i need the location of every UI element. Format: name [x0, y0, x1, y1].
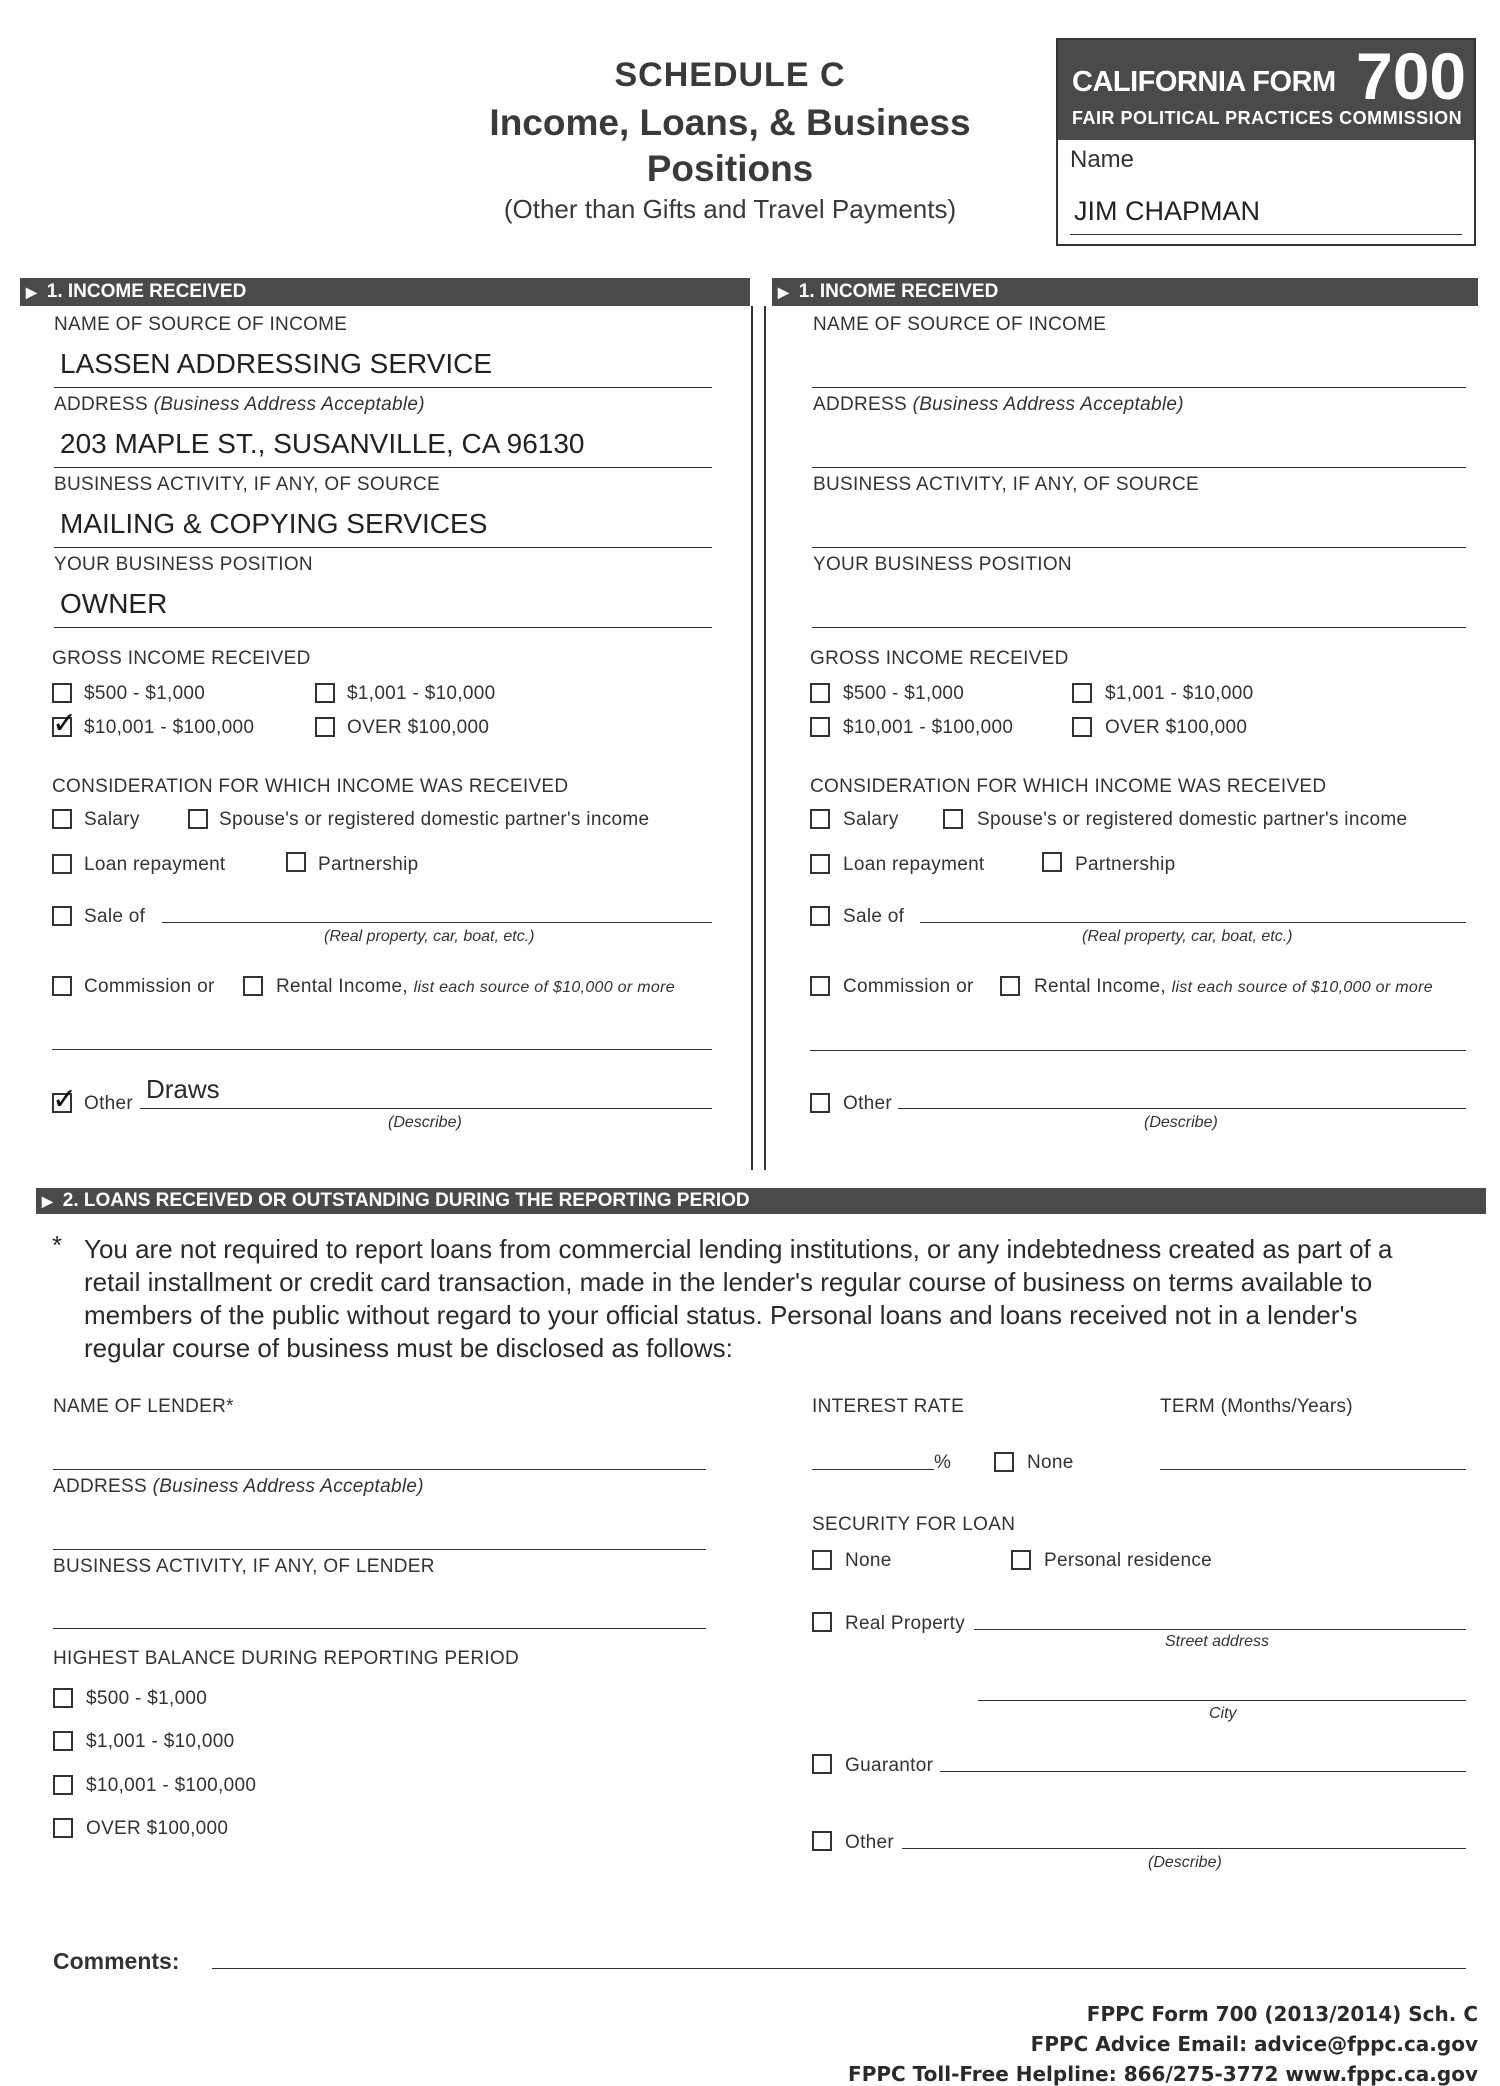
loan-repayment-label-left: Loan repayment [84, 854, 226, 875]
consideration-label-left: CONSIDERATION FOR WHICH INCOME WAS RECEIVED [52, 776, 569, 797]
source-value-left[interactable]: LASSEN ADDRESSING SERVICE [60, 348, 493, 379]
position-line-right[interactable] [812, 627, 1466, 628]
form-box-header [1058, 40, 1474, 140]
activity-value-left[interactable]: MAILING & COPYING SERVICES [60, 508, 488, 539]
gross-1001-checkbox-left[interactable] [315, 683, 335, 703]
sale-of-note-right: (Real property, car, boat, etc.) [1082, 928, 1293, 945]
loan-other-checkbox[interactable] [812, 1831, 832, 1851]
footer-advice-email: FPPC Advice Email: advice@fppc.ca.gov [1030, 2032, 1478, 2056]
security-label: SECURITY FOR LOAN [812, 1514, 1016, 1535]
partnership-label-right: Partnership [1075, 854, 1176, 875]
sale-of-label-left: Sale of [84, 906, 146, 927]
real-property-checkbox[interactable] [812, 1612, 832, 1632]
partnership-checkbox-left[interactable] [286, 852, 306, 872]
interest-none-checkbox[interactable] [994, 1452, 1014, 1472]
balance-500-checkbox[interactable] [53, 1688, 73, 1708]
gross-over-label-left: OVER $100,000 [347, 717, 490, 738]
security-none-label: None [845, 1550, 892, 1571]
salary-checkbox-left[interactable] [52, 809, 72, 829]
term-line[interactable] [1160, 1469, 1466, 1470]
gross-1001-label-left: $1,001 - $10,000 [347, 683, 496, 704]
loan-repayment-label-right: Loan repayment [843, 854, 985, 875]
loan-repayment-checkbox-right[interactable] [810, 854, 830, 874]
form-title-line1: Income, Loans, & Business [489, 102, 971, 143]
street-address-line[interactable] [974, 1629, 1466, 1630]
security-none-checkbox[interactable] [812, 1550, 832, 1570]
loan-repayment-checkbox-left[interactable] [52, 854, 72, 874]
commission-label-left: Commission or [84, 976, 215, 997]
gross-500-checkbox-right[interactable] [810, 683, 830, 703]
gross-500-checkbox-left[interactable] [52, 683, 72, 703]
form-title-line2: Positions [646, 148, 814, 189]
other-value-left[interactable]: Draws [146, 1074, 220, 1104]
loan-other-describe: (Describe) [1148, 1854, 1222, 1871]
guarantor-checkbox[interactable] [812, 1754, 832, 1774]
consideration-label-right: CONSIDERATION FOR WHICH INCOME WAS RECEIVED [810, 776, 1327, 797]
form-number: 700 [1356, 39, 1467, 113]
loan-notice-line4: regular course of business must be disclosed as follows: [84, 1333, 733, 1363]
check-mark-icon: ✓ [52, 1082, 78, 1117]
sale-of-label-right: Sale of [843, 906, 905, 927]
commission-label: FAIR POLITICAL PRACTICES COMMISSION [1072, 108, 1463, 128]
sale-of-line-left [162, 922, 712, 923]
activity-line-left [54, 547, 712, 548]
address-value-left[interactable]: 203 MAPLE ST., SUSANVILLE, CA 96130 [60, 428, 585, 459]
real-property-label: Real Property [845, 1613, 966, 1634]
gross-over-label-right: OVER $100,000 [1105, 717, 1248, 738]
column-divider [751, 306, 766, 1170]
gross-10001-label-right: $10,001 - $100,000 [843, 717, 1014, 738]
source-label-right: NAME OF SOURCE OF INCOME [813, 314, 1107, 335]
address-label-left: ADDRESS (Business Address Acceptable) [54, 394, 425, 415]
commission-checkbox-right[interactable] [810, 976, 830, 996]
footer-helpline: FPPC Toll-Free Helpline: 866/275-3772 www.fppc.ca.gov [848, 2062, 1478, 2086]
percent-sign: % [934, 1452, 952, 1473]
guarantor-line[interactable] [940, 1771, 1466, 1772]
sale-of-checkbox-right[interactable] [810, 906, 830, 926]
schedule-label: SCHEDULE C [614, 56, 846, 94]
gross-label-right: GROSS INCOME RECEIVED [810, 648, 1069, 669]
other-describe-left: (Describe) [388, 1114, 462, 1131]
lender-activity-line[interactable] [53, 1628, 706, 1629]
position-value-left[interactable]: OWNER [60, 588, 168, 619]
name-label: Name [1070, 146, 1135, 173]
partnership-checkbox-right[interactable] [1042, 852, 1062, 872]
gross-over-checkbox-left[interactable] [315, 717, 335, 737]
name-value[interactable]: JIM CHAPMAN [1074, 196, 1261, 226]
balance-1001-label: $1,001 - $10,000 [86, 1731, 235, 1752]
other-describe-right: (Describe) [1144, 1114, 1218, 1131]
highest-balance-label: HIGHEST BALANCE DURING REPORTING PERIOD [53, 1648, 520, 1669]
source-line-right[interactable] [812, 387, 1466, 388]
interest-none-label: None [1027, 1452, 1074, 1473]
other-line-right[interactable] [898, 1108, 1466, 1109]
activity-label-left: BUSINESS ACTIVITY, IF ANY, OF SOURCE [54, 474, 440, 495]
spouse-checkbox-left[interactable] [188, 809, 208, 829]
rental-checkbox-right[interactable] [1000, 976, 1020, 996]
gross-10001-checkbox-right[interactable] [810, 717, 830, 737]
position-label-left: YOUR BUSINESS POSITION [54, 554, 313, 575]
city-note: City [1209, 1705, 1237, 1722]
rental-label-right: Rental Income, list each source of $10,000 or more [1034, 976, 1433, 997]
other-line-left [140, 1108, 712, 1109]
lender-address-line[interactable] [53, 1549, 706, 1550]
term-label: TERM (Months/Years) [1160, 1396, 1353, 1417]
personal-residence-label: Personal residence [1044, 1550, 1213, 1571]
street-address-note: Street address [1165, 1633, 1270, 1650]
position-label-right: YOUR BUSINESS POSITION [813, 554, 1072, 575]
rental-label-left: Rental Income, list each source of $10,000 or more [276, 976, 675, 997]
other-checkbox-left[interactable] [52, 1082, 78, 1117]
balance-over-checkbox[interactable] [53, 1818, 73, 1838]
balance-over-label: OVER $100,000 [86, 1818, 229, 1839]
guarantor-label: Guarantor [845, 1755, 934, 1776]
balance-10001-label: $10,001 - $100,000 [86, 1775, 257, 1796]
california-form-box [1056, 38, 1476, 246]
comments-label: Comments: [53, 1948, 180, 1974]
gross-10001-checkbox-left[interactable] [52, 706, 78, 741]
partnership-label-left: Partnership [318, 854, 419, 875]
notice-asterisk: * [52, 1230, 63, 1260]
address-line-right[interactable] [812, 467, 1466, 468]
balance-500-label: $500 - $1,000 [86, 1688, 208, 1709]
sale-of-checkbox-left[interactable] [52, 906, 72, 926]
rental-line-left [52, 1049, 712, 1050]
activity-label-right: BUSINESS ACTIVITY, IF ANY, OF SOURCE [813, 474, 1199, 495]
lender-address-label: ADDRESS (Business Address Acceptable) [53, 1476, 424, 1497]
interest-rate-line[interactable] [812, 1469, 934, 1470]
gross-500-label-right: $500 - $1,000 [843, 683, 965, 704]
loan-notice-line2: retail installment or credit card transaction, made in the lender's regular course of business on terms available to [84, 1267, 1373, 1297]
commission-label-right: Commission or [843, 976, 974, 997]
address-label-right: ADDRESS (Business Address Acceptable) [813, 394, 1184, 415]
activity-line-right[interactable] [812, 547, 1466, 548]
lender-activity-label: BUSINESS ACTIVITY, IF ANY, OF LENDER [53, 1556, 435, 1577]
loan-notice-line1: You are not required to report loans from commercial lending institutions, or any indebtedness created as part of a [84, 1234, 1393, 1264]
loan-other-label: Other [845, 1832, 895, 1853]
city-line[interactable] [978, 1700, 1466, 1701]
income-heading-right: ▶ 1. INCOME RECEIVED [772, 278, 1478, 306]
sale-of-line-right[interactable] [920, 922, 1466, 923]
sale-of-note-left: (Real property, car, boat, etc.) [324, 928, 535, 945]
personal-residence-checkbox[interactable] [1011, 1550, 1031, 1570]
california-form-label: CALIFORNIA FORM [1072, 66, 1336, 98]
salary-label-left: Salary [84, 809, 140, 830]
other-checkbox-right[interactable] [810, 1093, 830, 1113]
balance-10001-checkbox[interactable] [53, 1775, 73, 1795]
name-underline [1070, 234, 1462, 235]
comments-line[interactable] [212, 1968, 1466, 1969]
spouse-label-left: Spouse's or registered domestic partner's income [219, 809, 650, 830]
spouse-label-right: Spouse's or registered domestic partner's income [977, 809, 1408, 830]
gross-10001-label-left: $10,001 - $100,000 [84, 717, 255, 738]
interest-rate-label: INTEREST RATE [812, 1396, 965, 1417]
rental-line-right[interactable] [810, 1050, 1466, 1051]
loans-heading: ▶ 2. LOANS RECEIVED OR OUTSTANDING DURING THE REPORTING PERIOD [36, 1188, 1486, 1214]
income-heading-left: ▶ 1. INCOME RECEIVED [20, 278, 750, 306]
source-line-left [54, 387, 712, 388]
spouse-checkbox-right[interactable] [943, 809, 963, 829]
check-mark-icon: ✓ [52, 706, 78, 741]
source-label-left: NAME OF SOURCE OF INCOME [54, 314, 348, 335]
salary-checkbox-right[interactable] [810, 809, 830, 829]
lender-name-label: NAME OF LENDER* [53, 1396, 234, 1417]
commission-checkbox-left[interactable] [52, 976, 72, 996]
balance-1001-checkbox[interactable] [53, 1731, 73, 1751]
address-line-left [54, 467, 712, 468]
lender-name-line[interactable] [53, 1469, 706, 1470]
gross-500-label-left: $500 - $1,000 [84, 683, 206, 704]
position-line-left [54, 627, 712, 628]
loan-other-line[interactable] [902, 1848, 1466, 1849]
loan-notice-line3: members of the public without regard to your official status. Personal loans and loans received not in a lender's [84, 1300, 1358, 1330]
other-label-right: Other [843, 1093, 893, 1114]
gross-label-left: GROSS INCOME RECEIVED [52, 648, 311, 669]
gross-over-checkbox-right[interactable] [1072, 717, 1092, 737]
gross-1001-checkbox-right[interactable] [1072, 683, 1092, 703]
footer-form-id: FPPC Form 700 (2013/2014) Sch. C [1086, 2002, 1478, 2026]
other-label-left: Other [84, 1093, 134, 1114]
rental-checkbox-left[interactable] [243, 976, 263, 996]
gross-1001-label-right: $1,001 - $10,000 [1105, 683, 1254, 704]
form-subtitle: (Other than Gifts and Travel Payments) [503, 194, 957, 224]
salary-label-right: Salary [843, 809, 899, 830]
